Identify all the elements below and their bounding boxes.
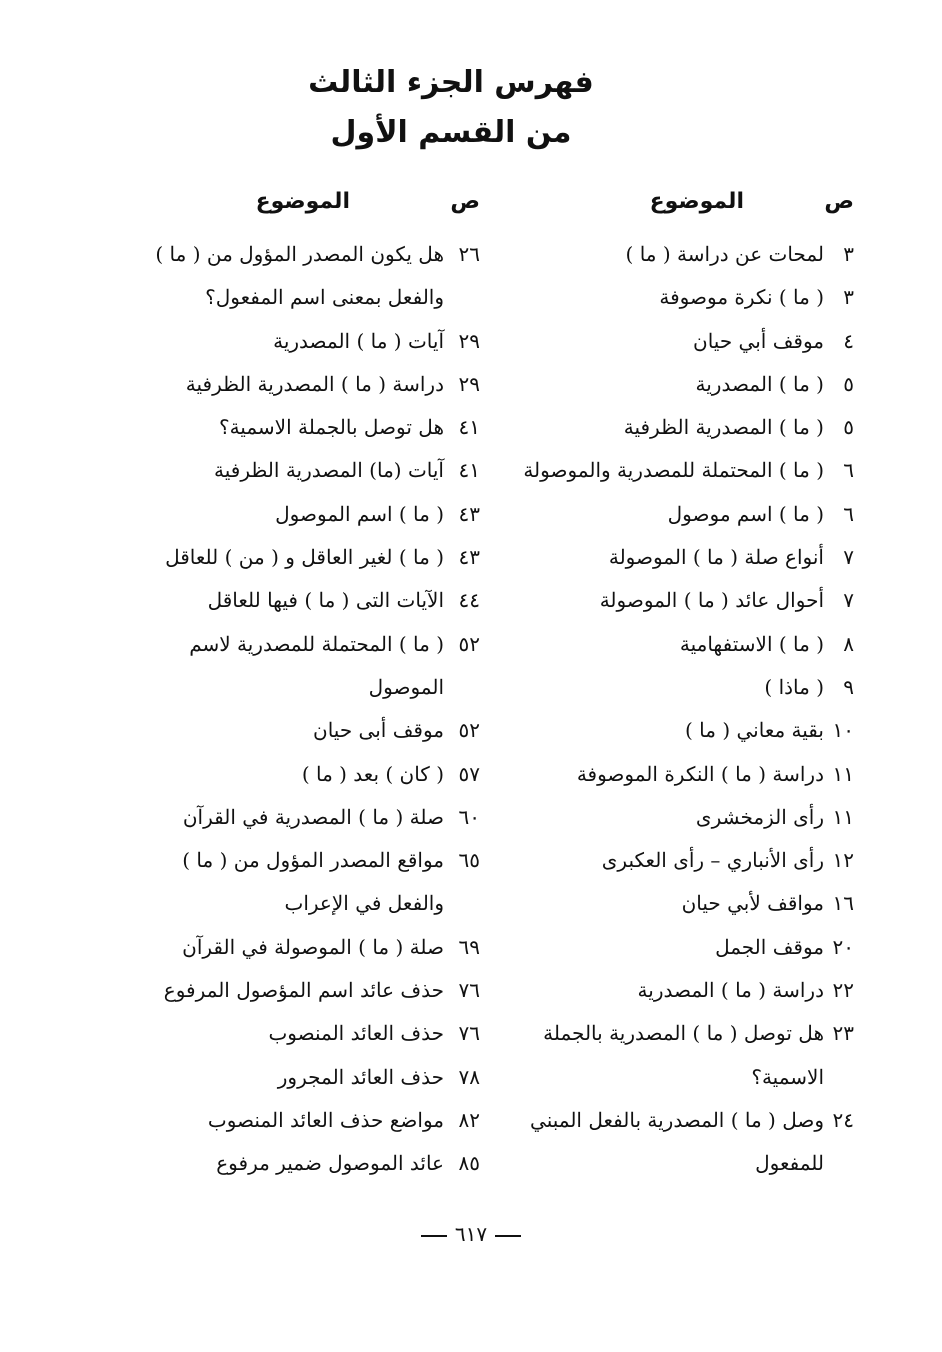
- entry-topic: مواضع حذف العائد المنصوب: [207, 1107, 444, 1132]
- entry-page-number: ٧: [843, 545, 854, 570]
- index-entry: [130, 1142, 480, 1185]
- entry-topic: ( ما ) نكرة موصوفة: [659, 285, 824, 310]
- index-entry: [494, 623, 854, 666]
- entry-topic: صلة ( ما ) المصدرية في القرآن: [182, 804, 444, 829]
- footer-dash: [495, 1235, 521, 1237]
- entry-page-number: ٨٥: [458, 1151, 480, 1176]
- entry-page-number: ٩: [843, 674, 854, 699]
- entry-page-number: ٥٢: [458, 718, 480, 743]
- index-entry: [494, 406, 854, 449]
- entry-topic: حذف عائد اسم المؤصول المرفوع: [163, 978, 444, 1003]
- entry-page-number: ٨: [843, 631, 854, 656]
- entry-page-number: ٦٩: [458, 934, 480, 959]
- entry-topic: دراسة ( ما ) المصدرية: [637, 978, 824, 1003]
- entry-page-number: ٤١: [458, 458, 480, 483]
- index-entry: [130, 406, 480, 449]
- right-column-header: [494, 183, 854, 233]
- entry-topic: ( ما ) الاستفهامية: [679, 631, 824, 656]
- index-entry: [494, 1099, 854, 1186]
- entry-page-number: ٤: [843, 328, 854, 353]
- title-line-2: من القسم الأول: [330, 115, 572, 150]
- footer-dash: [421, 1235, 447, 1237]
- entry-topic: أحوال عائد ( ما ) الموصولة: [599, 588, 824, 613]
- index-entry: [130, 753, 480, 796]
- index-entry: [130, 536, 480, 579]
- entry-topic: ( ما ) لغير العاقل و ( من ) للعاقل: [165, 545, 444, 570]
- entry-page-number: ٢٩: [458, 328, 480, 353]
- left-column-header: [130, 183, 480, 233]
- index-entry: [130, 363, 480, 406]
- entry-topic: صلة ( ما ) الموصولة في القرآن: [182, 934, 444, 959]
- index-entry: [494, 796, 854, 839]
- index-entry: [494, 666, 854, 709]
- entry-page-number: ١١: [832, 761, 854, 786]
- entry-page-number: ٣: [843, 285, 854, 310]
- index-entry: [130, 926, 480, 969]
- entry-topic: الآيات التى ( ما ) فيها للعاقل: [207, 588, 444, 613]
- entry-topic: موقف أبى حيان: [313, 718, 444, 743]
- index-entry: [494, 320, 854, 363]
- entry-topic: ( ما ) اسم الموصول: [275, 501, 444, 526]
- entry-topic: ( كان ) بعد ( ما ): [301, 761, 444, 786]
- entry-topic: آيات ( ما ) المصدرية: [273, 328, 444, 353]
- entry-page-number: ١١: [832, 804, 854, 829]
- index-entry: [130, 709, 480, 752]
- topic-column-label: الموضوع: [255, 189, 350, 214]
- entry-page-number: ١٦: [832, 891, 854, 916]
- index-entry: [130, 969, 480, 1012]
- index-entry: [130, 623, 480, 710]
- entry-topic: دراسة ( ما ) النكرة الموصوفة: [576, 761, 824, 786]
- entry-topic: ( ما ) المصدرية الظرفية: [623, 415, 824, 440]
- index-entry: [494, 926, 854, 969]
- entry-page-number: ٤٣: [458, 501, 480, 526]
- index-entry: [130, 320, 480, 363]
- entry-topic: حذف العائد المجرور: [277, 1064, 444, 1089]
- entry-page-number: ١٠: [832, 718, 854, 743]
- entry-topic: وصل ( ما ) المصدرية بالفعل المبني للمفعول: [530, 1107, 824, 1176]
- entry-topic: دراسة ( ما ) المصدرية الظرفية: [185, 371, 444, 396]
- right-entry-list: [494, 233, 854, 1186]
- entry-topic: ( ما ) المحتملة للمصدرية والموصولة: [523, 458, 824, 483]
- topic-column-label: الموضوع: [649, 189, 744, 214]
- index-entry: [494, 839, 854, 882]
- right-column: [494, 183, 854, 1186]
- entry-page-number: ٥: [843, 415, 854, 440]
- entry-page-number: ١٢: [832, 848, 854, 873]
- entry-topic: هل يكون المصدر المؤول من ( ما ) والفعل بمعنى اسم المفعول؟: [155, 242, 444, 310]
- page-footer: [0, 1222, 942, 1246]
- entry-topic: هل توصل بالجملة الاسمية؟: [218, 415, 444, 440]
- entry-topic: مواقع المصدر المؤول من ( ما ) والفعل في الإعراب: [182, 848, 444, 916]
- entry-topic: بقية معاني ( ما ): [685, 718, 824, 743]
- entry-page-number: ٨٢: [458, 1107, 480, 1132]
- entry-topic: هل توصل ( ما ) المصدرية بالجملة الاسمية؟: [543, 1021, 824, 1089]
- entry-page-number: ٢٤: [832, 1107, 854, 1132]
- index-entry: [130, 449, 480, 492]
- entry-topic: ( ماذا ): [764, 674, 824, 699]
- index-entry: [130, 493, 480, 536]
- index-entry: [494, 579, 854, 622]
- entry-page-number: ٦: [843, 501, 854, 526]
- index-entry: [494, 493, 854, 536]
- index-entry: [494, 753, 854, 796]
- entry-page-number: ٧٦: [458, 1021, 480, 1046]
- entry-topic: ( ما ) المصدرية: [695, 371, 824, 396]
- left-entry-list: [130, 233, 480, 1186]
- entry-topic: موقف أبي حيان: [693, 328, 824, 353]
- index-entry: [494, 233, 854, 276]
- entry-topic: لمحات عن دراسة ( ما ): [625, 242, 824, 266]
- index-entry: [494, 969, 854, 1012]
- page-number: ٦١٧: [454, 1222, 488, 1246]
- page-title: [0, 58, 942, 158]
- title-line-1: فهرس الجزء الثالث: [308, 65, 594, 100]
- entry-page-number: ٤٣: [458, 545, 480, 570]
- entry-topic: عائد الموصول ضمير مرفوع: [216, 1151, 444, 1176]
- entry-page-number: ٢٢: [832, 978, 854, 1003]
- entry-page-number: ٢٦: [458, 242, 480, 266]
- entry-page-number: ٢٩: [458, 371, 480, 396]
- entry-topic: رأى الأنباري – رأى العكبرى: [601, 848, 824, 873]
- index-entry: [494, 1012, 854, 1099]
- index-entry: [130, 1056, 480, 1099]
- index-entry: [494, 536, 854, 579]
- entry-page-number: ٤١: [458, 415, 480, 440]
- entry-page-number: ٦٥: [458, 848, 480, 873]
- entry-topic: ( ما ) المحتملة للمصدرية لاسم الموصول: [189, 631, 444, 699]
- index-entry: [130, 1099, 480, 1142]
- entry-topic: مواقف لأبي حيان: [681, 891, 824, 916]
- entry-topic: أنواع صلة ( ما ) الموصولة: [608, 545, 824, 570]
- entry-topic: رأى الزمخشرى: [695, 804, 824, 829]
- entry-page-number: ٥: [843, 371, 854, 396]
- index-entry: [130, 233, 480, 320]
- entry-topic: آيات (ما) المصدرية الظرفية: [214, 458, 444, 483]
- index-entry: [130, 839, 480, 926]
- entry-page-number: ٦٠: [458, 804, 480, 829]
- entry-page-number: ٧٨: [458, 1064, 480, 1089]
- entry-topic: حذف العائد المنصوب: [268, 1021, 444, 1046]
- entry-page-number: ٢٠: [832, 934, 854, 959]
- index-entry: [494, 363, 854, 406]
- index-entry: [494, 276, 854, 319]
- entry-page-number: ٢٣: [832, 1021, 854, 1046]
- index-entry: [130, 1012, 480, 1055]
- entry-topic: موقف الجمل: [715, 934, 824, 959]
- page-column-label: ص: [450, 189, 480, 214]
- entry-topic: ( ما ) اسم موصول: [667, 501, 824, 526]
- index-entry: [494, 449, 854, 492]
- entry-page-number: ٧٦: [458, 978, 480, 1003]
- left-column: [130, 183, 480, 1186]
- page-column-label: ص: [824, 189, 854, 214]
- index-entry: [494, 882, 854, 925]
- entry-page-number: ٦: [843, 458, 854, 483]
- entry-page-number: ٤٤: [458, 588, 480, 613]
- index-entry: [130, 579, 480, 622]
- entry-page-number: ٥٢: [458, 631, 480, 656]
- index-entry: [130, 796, 480, 839]
- entry-page-number: ٥٧: [458, 761, 480, 786]
- index-entry: [494, 709, 854, 752]
- entry-page-number: ٧: [843, 588, 854, 613]
- entry-page-number: ٣: [843, 242, 854, 266]
